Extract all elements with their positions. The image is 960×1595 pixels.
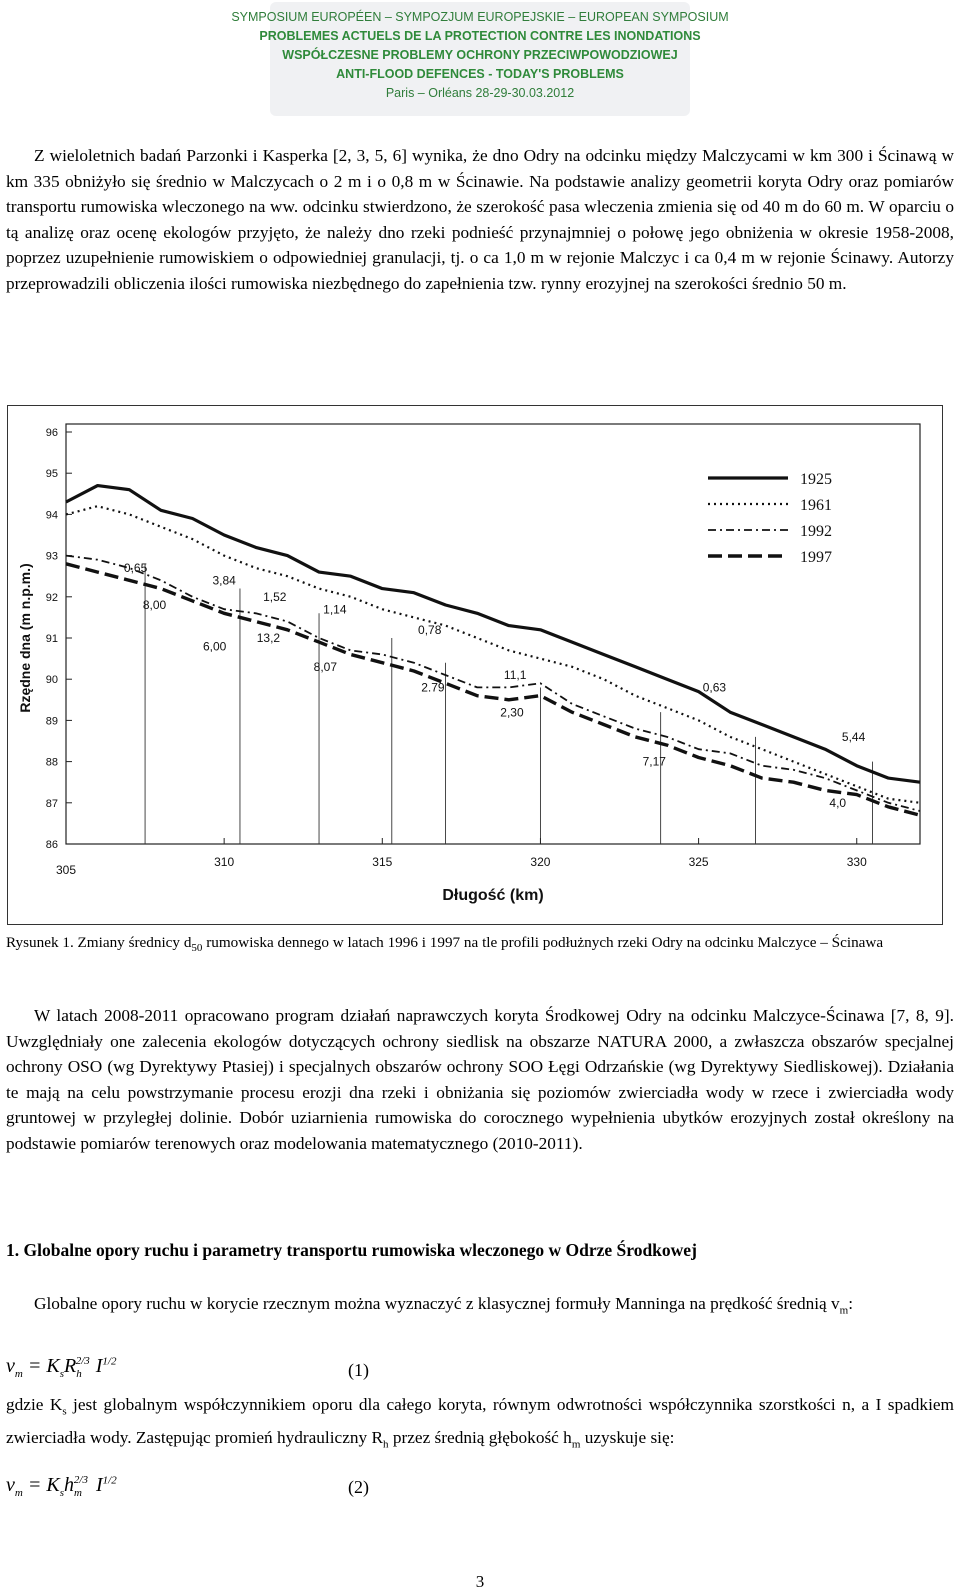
header-line-1: SYMPOSIUM EUROPÉEN – SYMPOZJUM EUROPEJSKIE – EUROPEAN SYMPOSIUM	[231, 10, 729, 24]
intro-paragraph: Z wieloletnich badań Parzonki i Kasperka [2, 3, 5, 6] wynika, że dno Odry na odcinku między Malczycami w km 300 i Ścinawą w km 335 obniżyło się średnio w Malczycach o 2 m i o 0,8 m w Ścinawie. Na podstawie analizy geometrii koryta Odry oraz pomiarów transportu rumowiska wleczonego na ww. odcinku stwierdzono, że szerokość pasa wleczenia zmienia się od 40 m do 60 m. W oparciu o tą analizę oraz ocenę ekologów przyjęto, że należy dno rzeki podnieść przynajmniej o połowę jego obniżenia w okresie 1958-2008, poprzez uzupełnienie rumowiskiem o odpowiedniej granulacji, tj. o ca 1,0 m w rejonie Malczyc i ca 0,4 m w rejonie Ścinawy. Autorzy przeprowadzili obliczenia ilości rumowiska niezbędnego do zapełnienia tzw. rynny erozyjnej na szerokości średnio 50 m.	[6, 146, 954, 293]
equation-2-number: (2)	[348, 1477, 369, 1497]
p4-c-sub: m	[571, 1438, 581, 1451]
annotation-label: 13,2	[256, 631, 281, 646]
section-heading: 1. Globalne opory ruchu i parametry transportu rumowiska wleczonego w Odrze Środkowej	[6, 1240, 697, 1260]
x-tick-label: 320	[530, 855, 551, 869]
caption-sub: 50	[191, 942, 203, 955]
legend-label-1992: 1992	[800, 523, 832, 540]
annotation-label: 3,84	[212, 573, 236, 588]
y-tick-label: 94	[45, 509, 58, 522]
annotation-label: 0,63	[702, 680, 727, 695]
equation-2: $v_m = K_sh_m^{2/3}$ $I^{1/2}$	[6, 1474, 117, 1499]
caption-prefix: Rysunek 1. Zmiany średnicy d	[6, 934, 192, 951]
legend-label-1997: 1997	[800, 549, 832, 566]
second-paragraph: W latach 2008-2011 opracowano program działań naprawczych koryta Środkowej Odry na odcinku Malczyce-Ścinawa [7, 8, 9]. Uwzględniały one zalecenia ekologów dotyczących ochrony siedlisk na obszarze NATURA 2000, a zwłaszcza obszarów specjalnej ochrony OSO (wg Dyrektywy Ptasiej) i specjalnych obszarów ochrony SOO Łęgi Odrzańskie (wg Dyrektywy Siedliskowej). Działania te mają na celu powstrzymanie procesu erozji dna rzeki i obniżania się poziomów zwierciadła wody w rzece i zwierciadła wody gruntowej w przyległej dolinie. Dobór uziarnienia rumowiska do corocznego wypełnienia ubytków erozyjnych został określony na podstawie pomiarów terenowych oraz modelowania matematycznego (2010-2011).	[6, 1006, 954, 1153]
legend-label-1925: 1925	[800, 471, 832, 488]
annotation-label: 1,52	[263, 589, 287, 604]
y-tick-label: 90	[45, 674, 58, 687]
p3-text: Globalne opory ruchu w korycie rzecznym można wyznaczyć z klasycznej formuły Manninga na prędkość średnią v	[34, 1294, 840, 1313]
x-tick-label: 305	[55, 863, 77, 877]
annotation-label: 0,65	[123, 561, 148, 576]
legend-label-1961: 1961	[800, 497, 832, 514]
p3-sub: m	[839, 1304, 849, 1317]
header-line-2: PROBLEMES ACTUELS DE LA PROTECTION CONTRE LES INONDATIONS	[259, 29, 701, 43]
p4-a: gdzie K	[6, 1395, 63, 1414]
p4-c: przez średnią głębokość h	[388, 1428, 572, 1448]
annotation-label: 2.79	[421, 680, 445, 695]
x-tick-label: 310	[214, 855, 235, 869]
y-tick-label: 91	[45, 633, 58, 645]
coefficient-paragraph	[6, 1392, 954, 1458]
p4-b: jest globalnym współczynnikiem oporu dla całego koryta, równym odwrotności współczynnika szorstkości n, a I spadkiem zwierciadła wody. Zastępując promień hydrauliczny R	[6, 1395, 954, 1448]
p3-end: :	[848, 1294, 854, 1313]
y-tick-label: 92	[45, 591, 58, 604]
annotation-label: 5,44	[841, 730, 866, 744]
legend-box	[696, 458, 874, 566]
annotation-label: 8,07	[313, 659, 338, 674]
x-axis-label: Długość (km)	[442, 887, 544, 904]
equation-1: $v_m = K_sR_h^{2/3}$ $I^{1/2}$	[6, 1355, 117, 1380]
manning-intro-paragraph	[6, 1291, 954, 1324]
header-line-3: WSPÓŁCZESNE PROBLEMY OCHRONY PRZECIWPOWODZIOWEJ	[282, 48, 678, 62]
annotation-label: 1,14	[323, 602, 347, 617]
y-tick-label: 89	[45, 715, 58, 728]
y-tick-label: 96	[45, 427, 58, 439]
series-line-1997	[66, 564, 920, 815]
x-tick-label: 325	[688, 855, 709, 869]
symposium-header	[0, 0, 960, 118]
figure-frame	[7, 405, 943, 925]
y-axis-label: Rzędne dna (m n.p.m.)	[17, 563, 33, 713]
y-tick-label: 86	[45, 839, 58, 851]
annotation-label: 4,0	[829, 795, 847, 810]
x-tick-label: 330	[846, 855, 867, 869]
p4-a-sub: s	[62, 1405, 67, 1418]
page-number: 3	[475, 1572, 485, 1591]
y-tick-label: 95	[45, 468, 58, 481]
header-line-5: Paris – Orléans 28-29-30.03.2012	[385, 86, 575, 100]
annotation-label: 6,00	[202, 639, 227, 654]
figure-caption	[6, 933, 954, 958]
annotation-label: 0,78	[418, 622, 442, 637]
p4-d: uzyskuje się:	[580, 1428, 675, 1448]
annotation-label: 7,17	[642, 754, 666, 769]
y-tick-label: 87	[45, 797, 58, 810]
annotation-label: 11,1	[503, 668, 527, 683]
caption-suffix: rumowiska dennego w latach 1996 i 1997 na tle profili podłużnych rzeki Odry na odcinku Malczyce – Ścinawa	[202, 934, 884, 951]
equation-1-number: (1)	[348, 1360, 369, 1380]
profile-chart	[8, 406, 942, 924]
y-tick-label: 88	[45, 756, 58, 769]
x-tick-label: 315	[372, 855, 393, 869]
annotation-label: 2,30	[500, 705, 524, 720]
annotation-label: 8,00	[142, 598, 167, 613]
y-tick-label: 93	[45, 550, 58, 563]
header-line-4: ANTI-FLOOD DEFENCES - TODAY'S PROBLEMS	[336, 67, 624, 81]
p4-b-sub: h	[383, 1438, 389, 1451]
series-line-1992	[66, 556, 920, 811]
